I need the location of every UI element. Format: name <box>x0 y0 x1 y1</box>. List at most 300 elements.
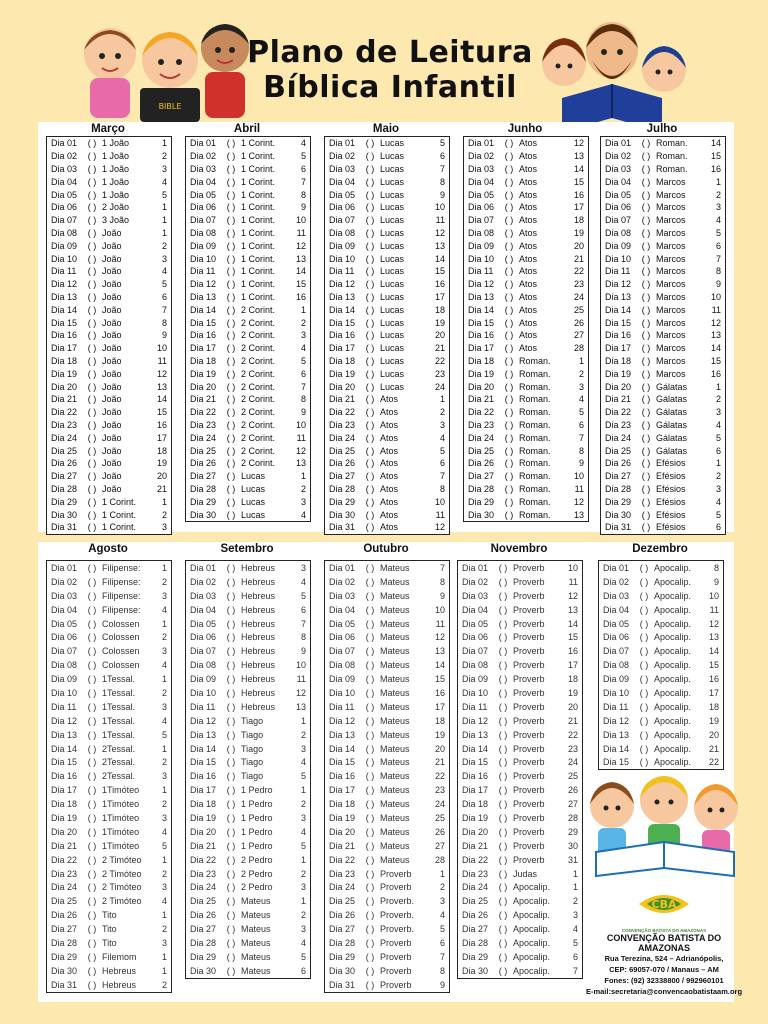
checkbox[interactable]: ( ) <box>498 618 508 629</box>
checkbox[interactable]: ( ) <box>641 394 651 405</box>
checkbox[interactable]: ( ) <box>226 355 236 366</box>
checkbox[interactable]: ( ) <box>365 979 375 990</box>
checkbox[interactable]: ( ) <box>498 785 508 796</box>
checkbox[interactable]: ( ) <box>639 729 649 740</box>
checkbox[interactable]: ( ) <box>365 618 375 629</box>
checkbox[interactable]: ( ) <box>365 910 375 921</box>
checkbox[interactable]: ( ) <box>226 471 236 482</box>
checkbox[interactable]: ( ) <box>226 715 236 726</box>
checkbox[interactable]: ( ) <box>87 253 97 264</box>
checkbox[interactable]: ( ) <box>504 445 514 456</box>
checkbox[interactable]: ( ) <box>226 227 236 238</box>
checkbox[interactable]: ( ) <box>365 496 375 507</box>
checkbox[interactable]: ( ) <box>365 279 375 290</box>
checkbox[interactable]: ( ) <box>226 445 236 456</box>
checkbox[interactable]: ( ) <box>226 660 236 671</box>
checkbox[interactable]: ( ) <box>226 330 236 341</box>
checkbox[interactable]: ( ) <box>226 924 236 935</box>
checkbox[interactable]: ( ) <box>365 924 375 935</box>
checkbox[interactable]: ( ) <box>226 432 236 443</box>
checkbox[interactable]: ( ) <box>639 660 649 671</box>
checkbox[interactable]: ( ) <box>498 812 508 823</box>
checkbox[interactable]: ( ) <box>365 965 375 976</box>
book-name: Proverb <box>513 701 545 712</box>
checkbox[interactable]: ( ) <box>365 419 375 430</box>
checkbox[interactable]: ( ) <box>365 812 375 823</box>
checkbox[interactable]: ( ) <box>365 868 375 879</box>
checkbox[interactable]: ( ) <box>87 687 97 698</box>
checkbox[interactable]: ( ) <box>639 646 649 657</box>
checkbox[interactable]: ( ) <box>226 202 236 213</box>
checkbox[interactable]: ( ) <box>87 138 97 149</box>
checkbox[interactable]: ( ) <box>365 882 375 893</box>
checkbox[interactable]: ( ) <box>498 604 508 615</box>
checkbox[interactable]: ( ) <box>87 951 97 962</box>
checkbox[interactable]: ( ) <box>365 176 375 187</box>
checkbox[interactable]: ( ) <box>504 509 514 520</box>
book-name: Atos <box>380 509 399 520</box>
checkbox[interactable]: ( ) <box>365 343 375 354</box>
checkbox[interactable]: ( ) <box>87 632 97 643</box>
checkbox[interactable]: ( ) <box>87 618 97 629</box>
reading-row <box>464 239 588 252</box>
checkbox[interactable]: ( ) <box>639 743 649 754</box>
checkbox[interactable]: ( ) <box>504 215 514 226</box>
checkbox[interactable]: ( ) <box>641 522 651 533</box>
checkbox[interactable]: ( ) <box>87 590 97 601</box>
checkbox[interactable]: ( ) <box>641 163 651 174</box>
checkbox[interactable]: ( ) <box>365 743 375 754</box>
checkbox[interactable]: ( ) <box>226 674 236 685</box>
checkbox[interactable]: ( ) <box>226 896 236 907</box>
checkbox[interactable]: ( ) <box>87 227 97 238</box>
checkbox[interactable]: ( ) <box>498 826 508 837</box>
checkbox[interactable]: ( ) <box>365 826 375 837</box>
checkbox[interactable]: ( ) <box>498 965 508 976</box>
checkbox[interactable]: ( ) <box>365 304 375 315</box>
checkbox[interactable]: ( ) <box>365 715 375 726</box>
checkbox[interactable]: ( ) <box>87 979 97 990</box>
checkbox[interactable]: ( ) <box>365 674 375 685</box>
checkbox[interactable]: ( ) <box>226 785 236 796</box>
checkbox[interactable]: ( ) <box>87 317 97 328</box>
checkbox[interactable]: ( ) <box>641 304 651 315</box>
checkbox[interactable]: ( ) <box>639 590 649 601</box>
checkbox[interactable]: ( ) <box>87 381 97 392</box>
checkbox[interactable]: ( ) <box>498 868 508 879</box>
checkbox[interactable]: ( ) <box>365 432 375 443</box>
checkbox[interactable]: ( ) <box>641 355 651 366</box>
checkbox[interactable]: ( ) <box>87 368 97 379</box>
checkbox[interactable]: ( ) <box>226 910 236 921</box>
checkbox[interactable]: ( ) <box>87 215 97 226</box>
checkbox[interactable]: ( ) <box>504 407 514 418</box>
checkbox[interactable]: ( ) <box>87 202 97 213</box>
checkbox[interactable]: ( ) <box>365 330 375 341</box>
checkbox[interactable]: ( ) <box>641 138 651 149</box>
checkbox[interactable]: ( ) <box>87 868 97 879</box>
checkbox[interactable]: ( ) <box>87 330 97 341</box>
checkbox[interactable]: ( ) <box>365 687 375 698</box>
checkbox[interactable]: ( ) <box>641 496 651 507</box>
checkbox[interactable]: ( ) <box>365 632 375 643</box>
checkbox[interactable]: ( ) <box>504 330 514 341</box>
checkbox[interactable]: ( ) <box>226 771 236 782</box>
checkbox[interactable]: ( ) <box>365 445 375 456</box>
checkbox[interactable]: ( ) <box>87 854 97 865</box>
checkbox[interactable]: ( ) <box>639 687 649 698</box>
checkbox[interactable]: ( ) <box>641 266 651 277</box>
checkbox[interactable]: ( ) <box>504 176 514 187</box>
checkbox[interactable]: ( ) <box>498 771 508 782</box>
checkbox[interactable]: ( ) <box>226 812 236 823</box>
checkbox[interactable]: ( ) <box>365 266 375 277</box>
checkbox[interactable]: ( ) <box>504 279 514 290</box>
checkbox[interactable]: ( ) <box>365 509 375 520</box>
checkbox[interactable]: ( ) <box>504 304 514 315</box>
checkbox[interactable]: ( ) <box>226 189 236 200</box>
checkbox[interactable]: ( ) <box>639 757 649 768</box>
checkbox[interactable]: ( ) <box>365 483 375 494</box>
checkbox[interactable]: ( ) <box>226 138 236 149</box>
checkbox[interactable]: ( ) <box>226 799 236 810</box>
checkbox[interactable]: ( ) <box>226 965 236 976</box>
checkbox[interactable]: ( ) <box>641 432 651 443</box>
checkbox[interactable]: ( ) <box>365 701 375 712</box>
checkbox[interactable]: ( ) <box>87 771 97 782</box>
checkbox[interactable]: ( ) <box>641 189 651 200</box>
checkbox[interactable]: ( ) <box>365 253 375 264</box>
checkbox[interactable]: ( ) <box>226 854 236 865</box>
checkbox[interactable]: ( ) <box>365 562 375 573</box>
checkbox[interactable]: ( ) <box>365 840 375 851</box>
checkbox[interactable]: ( ) <box>365 202 375 213</box>
checkbox[interactable]: ( ) <box>365 394 375 405</box>
checkbox[interactable]: ( ) <box>504 240 514 251</box>
checkbox[interactable]: ( ) <box>498 715 508 726</box>
checkbox[interactable]: ( ) <box>87 355 97 366</box>
checkbox[interactable]: ( ) <box>226 757 236 768</box>
checkbox[interactable]: ( ) <box>504 227 514 238</box>
checkbox[interactable]: ( ) <box>226 951 236 962</box>
checkbox[interactable]: ( ) <box>498 743 508 754</box>
checkbox[interactable]: ( ) <box>504 343 514 354</box>
checkbox[interactable]: ( ) <box>87 458 97 469</box>
checkbox[interactable]: ( ) <box>365 854 375 865</box>
checkbox[interactable]: ( ) <box>226 163 236 174</box>
checkbox[interactable]: ( ) <box>87 189 97 200</box>
checkbox[interactable]: ( ) <box>641 445 651 456</box>
checkbox[interactable]: ( ) <box>504 471 514 482</box>
checkbox[interactable]: ( ) <box>226 632 236 643</box>
checkbox[interactable]: ( ) <box>226 483 236 494</box>
checkbox[interactable]: ( ) <box>498 840 508 851</box>
checkbox[interactable]: ( ) <box>87 266 97 277</box>
checkbox[interactable]: ( ) <box>641 202 651 213</box>
checkbox[interactable]: ( ) <box>498 687 508 698</box>
checkbox[interactable]: ( ) <box>365 660 375 671</box>
checkbox[interactable]: ( ) <box>641 151 651 162</box>
checkbox[interactable]: ( ) <box>226 618 236 629</box>
checkbox[interactable]: ( ) <box>639 618 649 629</box>
checkbox[interactable]: ( ) <box>639 576 649 587</box>
checkbox[interactable]: ( ) <box>498 854 508 865</box>
checkbox[interactable]: ( ) <box>226 576 236 587</box>
checkbox[interactable]: ( ) <box>87 896 97 907</box>
checkbox[interactable]: ( ) <box>226 279 236 290</box>
checkbox[interactable]: ( ) <box>226 590 236 601</box>
checkbox[interactable]: ( ) <box>504 151 514 162</box>
checkbox[interactable]: ( ) <box>87 965 97 976</box>
checkbox[interactable]: ( ) <box>365 240 375 251</box>
checkbox[interactable]: ( ) <box>365 458 375 469</box>
checkbox[interactable]: ( ) <box>226 646 236 657</box>
checkbox[interactable]: ( ) <box>498 910 508 921</box>
checkbox[interactable]: ( ) <box>226 317 236 328</box>
checkbox[interactable]: ( ) <box>504 317 514 328</box>
checkbox[interactable]: ( ) <box>87 151 97 162</box>
checkbox[interactable]: ( ) <box>365 729 375 740</box>
checkbox[interactable]: ( ) <box>365 471 375 482</box>
checkbox[interactable]: ( ) <box>365 215 375 226</box>
checkbox[interactable]: ( ) <box>498 646 508 657</box>
checkbox[interactable]: ( ) <box>365 381 375 392</box>
checkbox[interactable]: ( ) <box>504 355 514 366</box>
checkbox[interactable]: ( ) <box>504 202 514 213</box>
checkbox[interactable]: ( ) <box>365 291 375 302</box>
checkbox[interactable]: ( ) <box>87 496 97 507</box>
checkbox[interactable]: ( ) <box>87 471 97 482</box>
checkbox[interactable]: ( ) <box>226 304 236 315</box>
checkbox[interactable]: ( ) <box>498 660 508 671</box>
checkbox[interactable]: ( ) <box>87 660 97 671</box>
checkbox[interactable]: ( ) <box>498 632 508 643</box>
checkbox[interactable]: ( ) <box>504 253 514 264</box>
checkbox[interactable]: ( ) <box>641 458 651 469</box>
checkbox[interactable]: ( ) <box>87 882 97 893</box>
checkbox[interactable]: ( ) <box>365 368 375 379</box>
checkbox[interactable]: ( ) <box>226 458 236 469</box>
checkbox[interactable]: ( ) <box>87 279 97 290</box>
checkbox[interactable]: ( ) <box>641 483 651 494</box>
checkbox[interactable]: ( ) <box>226 266 236 277</box>
checkbox[interactable]: ( ) <box>87 445 97 456</box>
checkbox[interactable]: ( ) <box>504 483 514 494</box>
checkbox[interactable]: ( ) <box>87 826 97 837</box>
checkbox[interactable]: ( ) <box>641 419 651 430</box>
checkbox[interactable]: ( ) <box>365 757 375 768</box>
checkbox[interactable]: ( ) <box>641 240 651 251</box>
checkbox[interactable]: ( ) <box>87 910 97 921</box>
checkbox[interactable]: ( ) <box>641 343 651 354</box>
checkbox[interactable]: ( ) <box>226 882 236 893</box>
checkbox[interactable]: ( ) <box>498 590 508 601</box>
checkbox[interactable]: ( ) <box>365 407 375 418</box>
checkbox[interactable]: ( ) <box>87 799 97 810</box>
checkbox[interactable]: ( ) <box>504 496 514 507</box>
checkbox[interactable]: ( ) <box>226 562 236 573</box>
checkbox[interactable]: ( ) <box>641 509 651 520</box>
checkbox[interactable]: ( ) <box>87 509 97 520</box>
checkbox[interactable]: ( ) <box>365 138 375 149</box>
checkbox[interactable]: ( ) <box>504 163 514 174</box>
checkbox[interactable]: ( ) <box>87 937 97 948</box>
checkbox[interactable]: ( ) <box>226 826 236 837</box>
checkbox[interactable]: ( ) <box>365 937 375 948</box>
checkbox[interactable]: ( ) <box>226 419 236 430</box>
checkbox[interactable]: ( ) <box>365 799 375 810</box>
checkbox[interactable]: ( ) <box>504 432 514 443</box>
checkbox[interactable]: ( ) <box>641 215 651 226</box>
checkbox[interactable]: ( ) <box>226 394 236 405</box>
checkbox[interactable]: ( ) <box>226 240 236 251</box>
checkbox[interactable]: ( ) <box>87 812 97 823</box>
checkbox[interactable]: ( ) <box>87 291 97 302</box>
checkbox[interactable]: ( ) <box>87 419 97 430</box>
checkbox[interactable]: ( ) <box>641 407 651 418</box>
checkbox[interactable]: ( ) <box>639 715 649 726</box>
checkbox[interactable]: ( ) <box>87 701 97 712</box>
checkbox[interactable]: ( ) <box>87 176 97 187</box>
checkbox[interactable]: ( ) <box>226 151 236 162</box>
checkbox[interactable]: ( ) <box>365 785 375 796</box>
checkbox[interactable]: ( ) <box>87 715 97 726</box>
checkbox[interactable]: ( ) <box>639 632 649 643</box>
checkbox[interactable]: ( ) <box>87 394 97 405</box>
checkbox[interactable]: ( ) <box>641 253 651 264</box>
checkbox[interactable]: ( ) <box>226 176 236 187</box>
checkbox[interactable]: ( ) <box>87 674 97 685</box>
checkbox[interactable]: ( ) <box>639 604 649 615</box>
day-label: Dia 23 <box>329 419 356 430</box>
checkbox[interactable]: ( ) <box>639 701 649 712</box>
checkbox[interactable]: ( ) <box>641 279 651 290</box>
checkbox[interactable]: ( ) <box>87 304 97 315</box>
reading-row <box>325 457 449 470</box>
checkbox[interactable]: ( ) <box>87 483 97 494</box>
checkbox[interactable]: ( ) <box>226 407 236 418</box>
checkbox[interactable]: ( ) <box>641 291 651 302</box>
checkbox[interactable]: ( ) <box>498 896 508 907</box>
checkbox[interactable]: ( ) <box>87 757 97 768</box>
checkbox[interactable]: ( ) <box>87 604 97 615</box>
checkbox[interactable]: ( ) <box>87 576 97 587</box>
checkbox[interactable]: ( ) <box>365 646 375 657</box>
checkbox[interactable]: ( ) <box>226 729 236 740</box>
checkbox[interactable]: ( ) <box>87 646 97 657</box>
checkbox[interactable]: ( ) <box>87 522 97 533</box>
checkbox[interactable]: ( ) <box>504 458 514 469</box>
checkbox[interactable]: ( ) <box>226 253 236 264</box>
checkbox[interactable]: ( ) <box>226 381 236 392</box>
checkbox[interactable]: ( ) <box>87 785 97 796</box>
checkbox[interactable]: ( ) <box>498 924 508 935</box>
checkbox[interactable]: ( ) <box>87 729 97 740</box>
checkbox[interactable]: ( ) <box>498 882 508 893</box>
checkbox[interactable]: ( ) <box>498 951 508 962</box>
checkbox[interactable]: ( ) <box>87 407 97 418</box>
checkbox[interactable]: ( ) <box>639 562 649 573</box>
checkbox[interactable]: ( ) <box>226 509 236 520</box>
checkbox[interactable]: ( ) <box>504 394 514 405</box>
checkbox[interactable]: ( ) <box>226 604 236 615</box>
checkbox[interactable]: ( ) <box>504 381 514 392</box>
checkbox[interactable]: ( ) <box>365 576 375 587</box>
checkbox[interactable]: ( ) <box>365 163 375 174</box>
checkbox[interactable]: ( ) <box>504 368 514 379</box>
checkbox[interactable]: ( ) <box>641 471 651 482</box>
day-label: Dia 22 <box>462 854 489 865</box>
checkbox[interactable]: ( ) <box>641 381 651 392</box>
checkbox[interactable]: ( ) <box>641 330 651 341</box>
reading-row <box>325 521 449 534</box>
checkbox[interactable]: ( ) <box>226 368 236 379</box>
checkbox[interactable]: ( ) <box>639 674 649 685</box>
checkbox[interactable]: ( ) <box>504 189 514 200</box>
checkbox[interactable]: ( ) <box>87 743 97 754</box>
checkbox[interactable]: ( ) <box>365 151 375 162</box>
checkbox[interactable]: ( ) <box>226 496 236 507</box>
checkbox[interactable]: ( ) <box>365 189 375 200</box>
checkbox[interactable]: ( ) <box>365 227 375 238</box>
checkbox[interactable]: ( ) <box>365 951 375 962</box>
checkbox[interactable]: ( ) <box>498 729 508 740</box>
checkbox[interactable]: ( ) <box>498 674 508 685</box>
checkbox[interactable]: ( ) <box>365 522 375 533</box>
checkbox[interactable]: ( ) <box>87 343 97 354</box>
checkbox[interactable]: ( ) <box>641 317 651 328</box>
checkbox[interactable]: ( ) <box>498 701 508 712</box>
checkbox[interactable]: ( ) <box>365 771 375 782</box>
checkbox[interactable]: ( ) <box>87 240 97 251</box>
checkbox[interactable]: ( ) <box>87 924 97 935</box>
checkbox[interactable]: ( ) <box>641 368 651 379</box>
checkbox[interactable]: ( ) <box>504 419 514 430</box>
checkbox[interactable]: ( ) <box>641 227 651 238</box>
checkbox[interactable]: ( ) <box>87 562 97 573</box>
checkbox[interactable]: ( ) <box>498 937 508 948</box>
checkbox[interactable]: ( ) <box>504 291 514 302</box>
reading-row <box>325 278 449 291</box>
checkbox[interactable]: ( ) <box>226 840 236 851</box>
checkbox[interactable]: ( ) <box>504 266 514 277</box>
checkbox[interactable]: ( ) <box>226 937 236 948</box>
checkbox[interactable]: ( ) <box>226 701 236 712</box>
checkbox[interactable]: ( ) <box>365 317 375 328</box>
checkbox[interactable]: ( ) <box>226 868 236 879</box>
checkbox[interactable]: ( ) <box>365 355 375 366</box>
checkbox[interactable]: ( ) <box>498 757 508 768</box>
checkbox[interactable]: ( ) <box>226 291 236 302</box>
checkbox[interactable]: ( ) <box>226 343 236 354</box>
checkbox[interactable]: ( ) <box>87 840 97 851</box>
checkbox[interactable]: ( ) <box>87 163 97 174</box>
checkbox[interactable]: ( ) <box>365 604 375 615</box>
checkbox[interactable]: ( ) <box>641 176 651 187</box>
chapter-number: 4 <box>300 343 306 354</box>
checkbox[interactable]: ( ) <box>87 432 97 443</box>
checkbox[interactable]: ( ) <box>498 799 508 810</box>
checkbox[interactable]: ( ) <box>498 576 508 587</box>
checkbox[interactable]: ( ) <box>498 562 508 573</box>
checkbox[interactable]: ( ) <box>226 215 236 226</box>
checkbox[interactable]: ( ) <box>365 896 375 907</box>
org-phones: Fones: (92) 32338800 / 992960101 <box>604 976 724 985</box>
checkbox[interactable]: ( ) <box>226 687 236 698</box>
checkbox[interactable]: ( ) <box>504 138 514 149</box>
checkbox[interactable]: ( ) <box>365 590 375 601</box>
checkbox[interactable]: ( ) <box>226 743 236 754</box>
